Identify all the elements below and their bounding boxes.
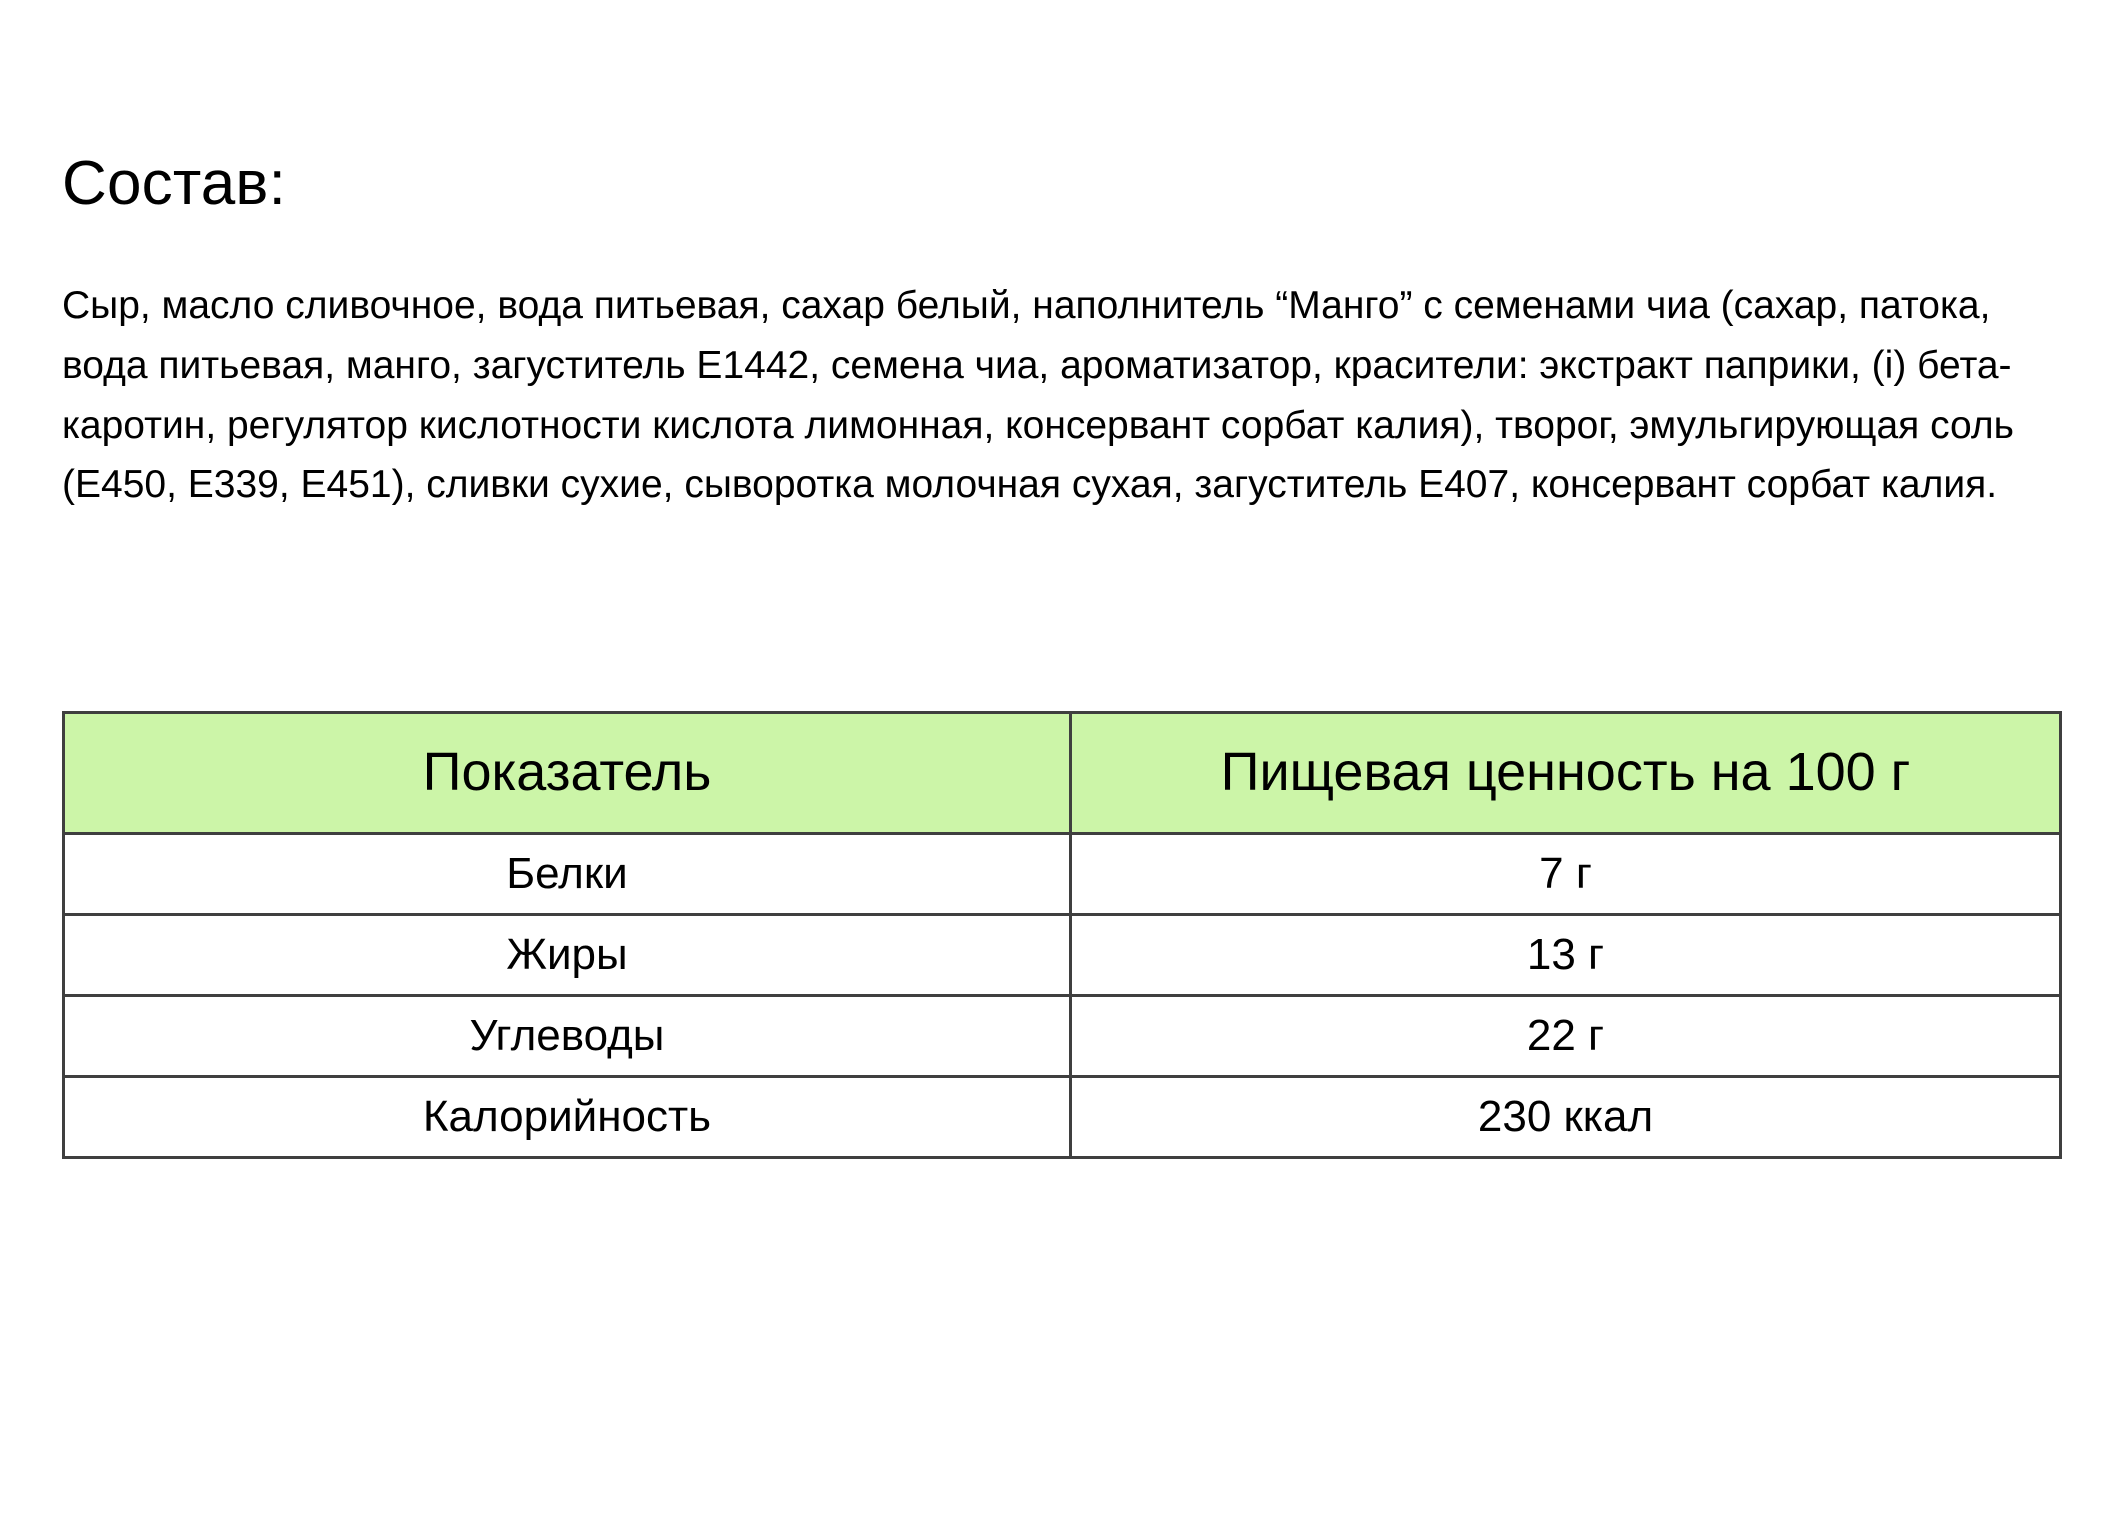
- table-row: [62, 916, 2062, 997]
- nutrition-table-container: [62, 711, 2059, 1159]
- table-row: [62, 1078, 2062, 1159]
- nutrition-table: [62, 711, 2062, 1159]
- table-cell-indicator: Белки: [62, 835, 1072, 916]
- composition-paragraph: Сыр, масло сливочное, вода питьевая, сахар белый, наполнитель “Манго” с семенами чиа (сахар, патока, вода питьевая, манго, загуститель Е1442, семена чиа, ароматизатор, красители: экстракт паприки, (i) бета-каротин, регулятор кислотности кислота лимонная, консервант сорбат калия), творог, эмульгирующая соль (Е450, Е339, Е451), сливки сухие, сыворотка молочная сухая, загуститель Е407, консервант сорбат калия.: [62, 284, 2014, 507]
- page-title: Состав:: [62, 149, 287, 218]
- table-header-indicator: Показатель: [62, 711, 1072, 835]
- table-cell-indicator: Калорийность: [62, 1078, 1072, 1159]
- table-cell-indicator: Углеводы: [62, 997, 1072, 1078]
- table-cell-indicator: Жиры: [62, 916, 1072, 997]
- table-cell-value: 13 г: [1072, 916, 2062, 997]
- table-cell-value: 7 г: [1072, 835, 2062, 916]
- table-header-value: Пищевая ценность на 100 г: [1072, 711, 2062, 835]
- table-cell-value: 22 г: [1072, 997, 2062, 1078]
- table-cell-value: 230 ккал: [1072, 1078, 2062, 1159]
- table-row: [62, 835, 2062, 916]
- table-header-row: [62, 711, 2062, 835]
- table-row: [62, 997, 2062, 1078]
